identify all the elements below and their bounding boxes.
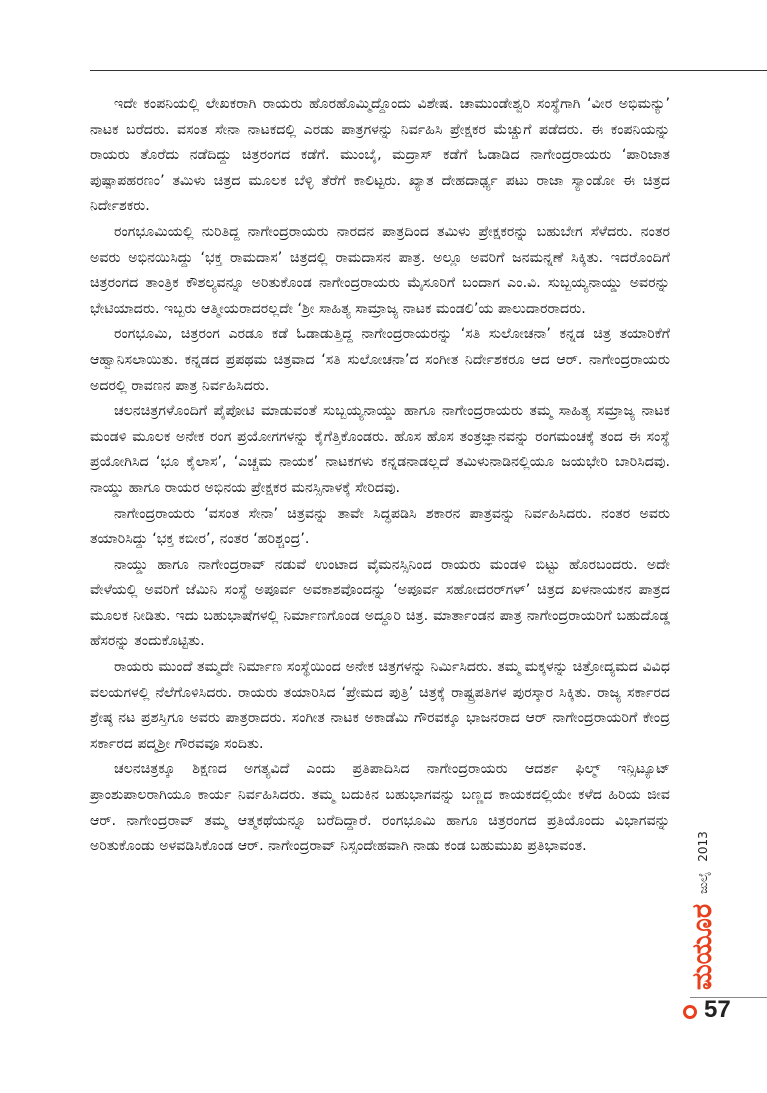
paragraph: ರಂಗಭೂಮಿಯಲ್ಲಿ ನುರಿತಿದ್ದ ನಾಗೇಂದ್ರರಾಯರು ನಾರದನ ಪಾತ್ರದಿಂದ ತಮಿಳು ಪ್ರೇಕ್ಷಕರನ್ನು ಬಹುಬೇಗ ಸೆಳೆದರು. ನಂತರ ಅವರು ಅಭಿನಯಿಸಿದ್ದು ‘ಭಕ್ತ ರಾಮದಾಸ’ ಚಿತ್ರದಲ್ಲಿ ರಾಮದಾಸನ ಪಾತ್ರ. ಅಲ್ಲೂ ಅವರಿಗೆ ಜನಮನ್ನಣೆ ಸಿಕ್ಕಿತು. ಇದರೊಂದಿಗೆ ಚಿತ್ರರಂಗದ ತಾಂತ್ರಿಕ ಕೌಶಲ್ಯವನ್ನೂ ಅರಿತುಕೊಂಡ ನಾಗೇಂದ್ರರಾಯರು ಮೈಸೂರಿಗೆ ಬಂದಾಗ ಎಂ.ವಿ. ಸುಬ್ಬಯ್ಯನಾಯ್ಡು ಅವರನ್ನು ಭೇಟಿಯಾದರು. ಇಬ್ಬರು ಆತ್ಮೀಯರಾದರಲ್ಲದೇ ‘ಶ್ರೀ ಸಾಹಿತ್ಯ ಸಾಮ್ರಾಜ್ಯ ನಾಟಕ ಮಂಡಲಿ’ಯ ಪಾಲುದಾರರಾದರು. [90, 223, 670, 317]
page-circle-icon [683, 1005, 697, 1019]
paragraph: ರಂಗಭೂಮಿ, ಚಿತ್ರರಂಗ ಎರಡೂ ಕಡೆ ಓಡಾಡುತ್ತಿದ್ದ ನಾಗೇಂದ್ರರಾಯರನ್ನು ‘ಸತಿ ಸುಲೋಚನಾ’ ಕನ್ನಡ ಚಿತ್ರ ತಯಾರಿಕೆಗೆ ಆಹ್ವಾನಿಸಲಾಯಿತು. ಕನ್ನಡದ ಪ್ರಪಥಮ ಚಿತ್ರವಾದ ‘ಸತಿ ಸುಲೋಚನಾ’ದ ಸಂಗೀತ ನಿರ್ದೇಶಕರೂ ಆದ ಆರ್. ನಾಗೇಂದ್ರರಾಯರು ಅದರಲ್ಲಿ ರಾವಣನ ಪಾತ್ರ ನಿರ್ವಹಿಸಿದರು. [90, 326, 670, 394]
header-rule [90, 70, 767, 71]
issue-year: 2013 [696, 831, 710, 862]
side-masthead-rotated [688, 790, 718, 990]
paragraph: ರಾಯರು ಮುಂದೆ ತಮ್ಮದೇ ನಿರ್ಮಾಣ ಸಂಸ್ಥೆಯಿಂದ ಅನೇಕ ಚಿತ್ರಗಳನ್ನು ನಿರ್ಮಿಸಿದರು. ತಮ್ಮ ಮಕ್ಕಳನ್ನು ಚಿತ್ರೋದ್ಯಮದ ವಿವಿಧ ವಲಯಗಳಲ್ಲಿ ನೆಲೆಗೊಳಿಸಿದರು. ರಾಯರು ತಯಾರಿಸಿದ ‘ಪ್ರೇಮದ ಪುತ್ರಿ’ ಚಿತ್ರಕ್ಕೆ ರಾಷ್ಟ್ರಪತಿಗಳ ಪುರಸ್ಕಾರ ಸಿಕ್ಕಿತು. ರಾಜ್ಯ ಸರ್ಕಾರದ ಶ್ರೇಷ್ಠ ನಟ ಪ್ರಶಸ್ತಿಗೂ ಅವರು ಪಾತ್ರರಾದರು. ಸಂಗೀತ ನಾಟಕ ಅಕಾಡೆಮಿ ಗೌರವಕ್ಕೂ ಭಾಜನರಾದ ಆರ್ ನಾಗೇಂದ್ರರಾಯರಿಗೆ ಕೇಂದ್ರ ಸರ್ಕಾರದ ಪದ್ಮಶ್ರೀ ಗೌರವವೂ ಸಂದಿತು. [90, 659, 670, 752]
magazine-masthead: ಮಯೂರ [687, 903, 718, 990]
article-body [90, 92, 670, 860]
paragraph: ಇದೇ ಕಂಪನಿಯಲ್ಲಿ ಲೇಖಕರಾಗಿ ರಾಯರು ಹೊರಹೊಮ್ಮಿದ್ದೊಂದು ವಿಶೇಷ. ಚಾಮುಂಡೇಶ್ವರಿ ಸಂಸ್ಥೆಗಾಗಿ ‘ವೀರ ಅಭಿಮನ್ಯು’ ನಾಟಕ ಬರೆದರು. ವಸಂತ ಸೇನಾ ನಾಟಕದಲ್ಲಿ ಎರಡು ಪಾತ್ರಗಳನ್ನು ನಿರ್ವಹಿಸಿ ಪ್ರೇಕ್ಷಕರ ಮೆಚ್ಚುಗೆ ಪಡೆದರು. ಈ ಕಂಪನಿಯನ್ನು ರಾಯರು ತೊರೆದು ನಡೆದಿದ್ದು ಚಿತ್ರರಂಗದ ಕಡೆಗೆ. ಮುಂಬೈ, ಮದ್ರಾಸ್ ಕಡೆಗೆ ಓಡಾಡಿದ ನಾಗೇಂದ್ರರಾಯರು ‘ಪಾರಿಜಾತ ಪುಷ್ಪಾಪಹರಣಂ’ ತಮಿಳು ಚಿತ್ರದ ಮೂಲಕ ಬೆಳ್ಳಿ ತೆರೆಗೆ ಕಾಲಿಟ್ಟರು. ಖ್ಯಾತ ದೇಹದಾರ್ಢ್ಯ ಪಟು ರಾಜಾ ಸ್ಯಾಂಡೋ ಈ ಚಿತ್ರದ ನಿರ್ದೇಶಕರು. [90, 96, 670, 215]
issue-month: ಜುಲೈ [695, 871, 710, 894]
paragraph: ನಾಗೇಂದ್ರರಾಯರು ‘ವಸಂತ ಸೇನಾ’ ಚಿತ್ರವನ್ನು ತಾವೇ ಸಿದ್ಧಪಡಿಸಿ ಶಕಾರನ ಪಾತ್ರವನ್ನು ನಿರ್ವಹಿಸಿದರು. ನಂತರ ಅವರು ತಯಾರಿಸಿದ್ದು ‘ಭಕ್ತ ಕಬೀರ’, ನಂತರ ‘ಹರಿಶ್ಚಂದ್ರ’. [90, 505, 670, 548]
paragraph: ನಾಯ್ಡು ಹಾಗೂ ನಾಗೇಂದ್ರರಾವ್ ನಡುವೆ ಉಂಟಾದ ವೈಮನಸ್ಸಿನಿಂದ ರಾಯರು ಮಂಡಳಿ ಬಿಟ್ಟು ಹೊರಬಂದರು. ಅದೇ ವೇಳೆಯಲ್ಲಿ ಅವರಿಗೆ ಜೆಮಿನಿ ಸಂಸ್ಥೆ ಅಪೂರ್ವ ಅವಕಾಶವೊಂದನ್ನು ‘ಅಪೂರ್ವ ಸಹೋದರರ್‌ಗಳ್’ ಚಿತ್ರದ ಖಳನಾಯಕನ ಪಾತ್ರದ ಮೂಲಕ ನೀಡಿತು. ಇದು ಬಹುಭಾಷೆಗಳಲ್ಲಿ ನಿರ್ಮಾಣಗೊಂಡ ಅದ್ಧೂರಿ ಚಿತ್ರ. ಮಾರ್ತಾಂಡನ ಪಾತ್ರ ನಾಗೇಂದ್ರರಾಯರಿಗೆ ಬಹುದೊಡ್ಡ ಹೆಸರನ್ನು ತಂದುಕೊಟ್ಟಿತು. [90, 556, 670, 650]
paragraph: ಚಲನಚಿತ್ರಕ್ಕೂ ಶಿಕ್ಷಣದ ಅಗತ್ಯವಿದೆ ಎಂದು ಪ್ರತಿಪಾದಿಸಿದ ನಾಗೇಂದ್ರರಾಯರು ಆದರ್ಶ ಫಿಲ್ಮ್ ಇನ್ಸಿಟ್ಯೂಟ್ ಪ್ರಾಂಶುಪಾಲರಾಗಿಯೂ ಕಾರ್ಯ ನಿರ್ವಹಿಸಿದರು. ತಮ್ಮ ಬದುಕಿನ ಬಹುಭಾಗವನ್ನು ಬಣ್ಣದ ಕಾಯಕದಲ್ಲಿಯೇ ಕಳೆದ ಹಿರಿಯ ಜೀವ ಆರ್. ನಾಗೇಂದ್ರರಾವ್ ತಮ್ಮ ಆತ್ಮಕಥೆಯನ್ನೂ ಬರೆದಿದ್ದಾರೆ. ರಂಗಭೂಮಿ ಹಾಗೂ ಚಿತ್ರರಂಗದ ಪ್ರತಿಯೊಂದು ವಿಭಾಗವನ್ನು ಅರಿತುಕೊಂಡು ಅಳವಡಿಸಿಕೊಂಡ ಆರ್. ನಾಗೇಂದ್ರರಾವ್ ನಿಸ್ಸಂದೇಹವಾಗಿ ನಾಡು ಕಂಡ ಬಹುಮುಖ ಪ್ರತಿಭಾವಂತ. [90, 761, 670, 855]
page-number: 57 [704, 996, 731, 1023]
side-masthead-strip [688, 790, 718, 990]
paragraph: ಚಲನಚಿತ್ರಗಳೊಂದಿಗೆ ಪೈಪೋಟಿ ಮಾಡುವಂತೆ ಸುಬ್ಬಯ್ಯನಾಯ್ಡು ಹಾಗೂ ನಾಗೇಂದ್ರರಾಯರು ತಮ್ಮ ಸಾಹಿತ್ಯ ಸಮ್ರಾಜ್ಯ ನಾಟಕ ಮಂಡಳಿ ಮೂಲಕ ಅನೇಕ ರಂಗ ಪ್ರಯೋಗಗಳನ್ನು ಕೈಗೆತ್ತಿಕೊಂಡರು. ಹೊಸ ಹೊಸ ತಂತ್ರಜ್ಞಾನವನ್ನು ರಂಗಮಂಚಕ್ಕೆ ತಂದ ಈ ಸಂಸ್ಥೆ ಪ್ರಯೋಗಿಸಿದ ‘ಭೂ ಕೈಲಾಸ’, ‘ಎಚ್ಚಮ ನಾಯಕ’ ನಾಟಕಗಳು ಕನ್ನಡನಾಡಲ್ಲದೆ ತಮಿಳುನಾಡಿನಲ್ಲಿಯೂ ಜಯಭೇರಿ ಬಾರಿಸಿದವು. ನಾಯ್ಡು ಹಾಗೂ ರಾಯರ ಅಭಿನಯ ಪ್ರೇಕ್ಷಕರ ಮನಸ್ಸಿನಾಳಕ್ಕೆ ಸೇರಿದವು. [90, 403, 670, 496]
